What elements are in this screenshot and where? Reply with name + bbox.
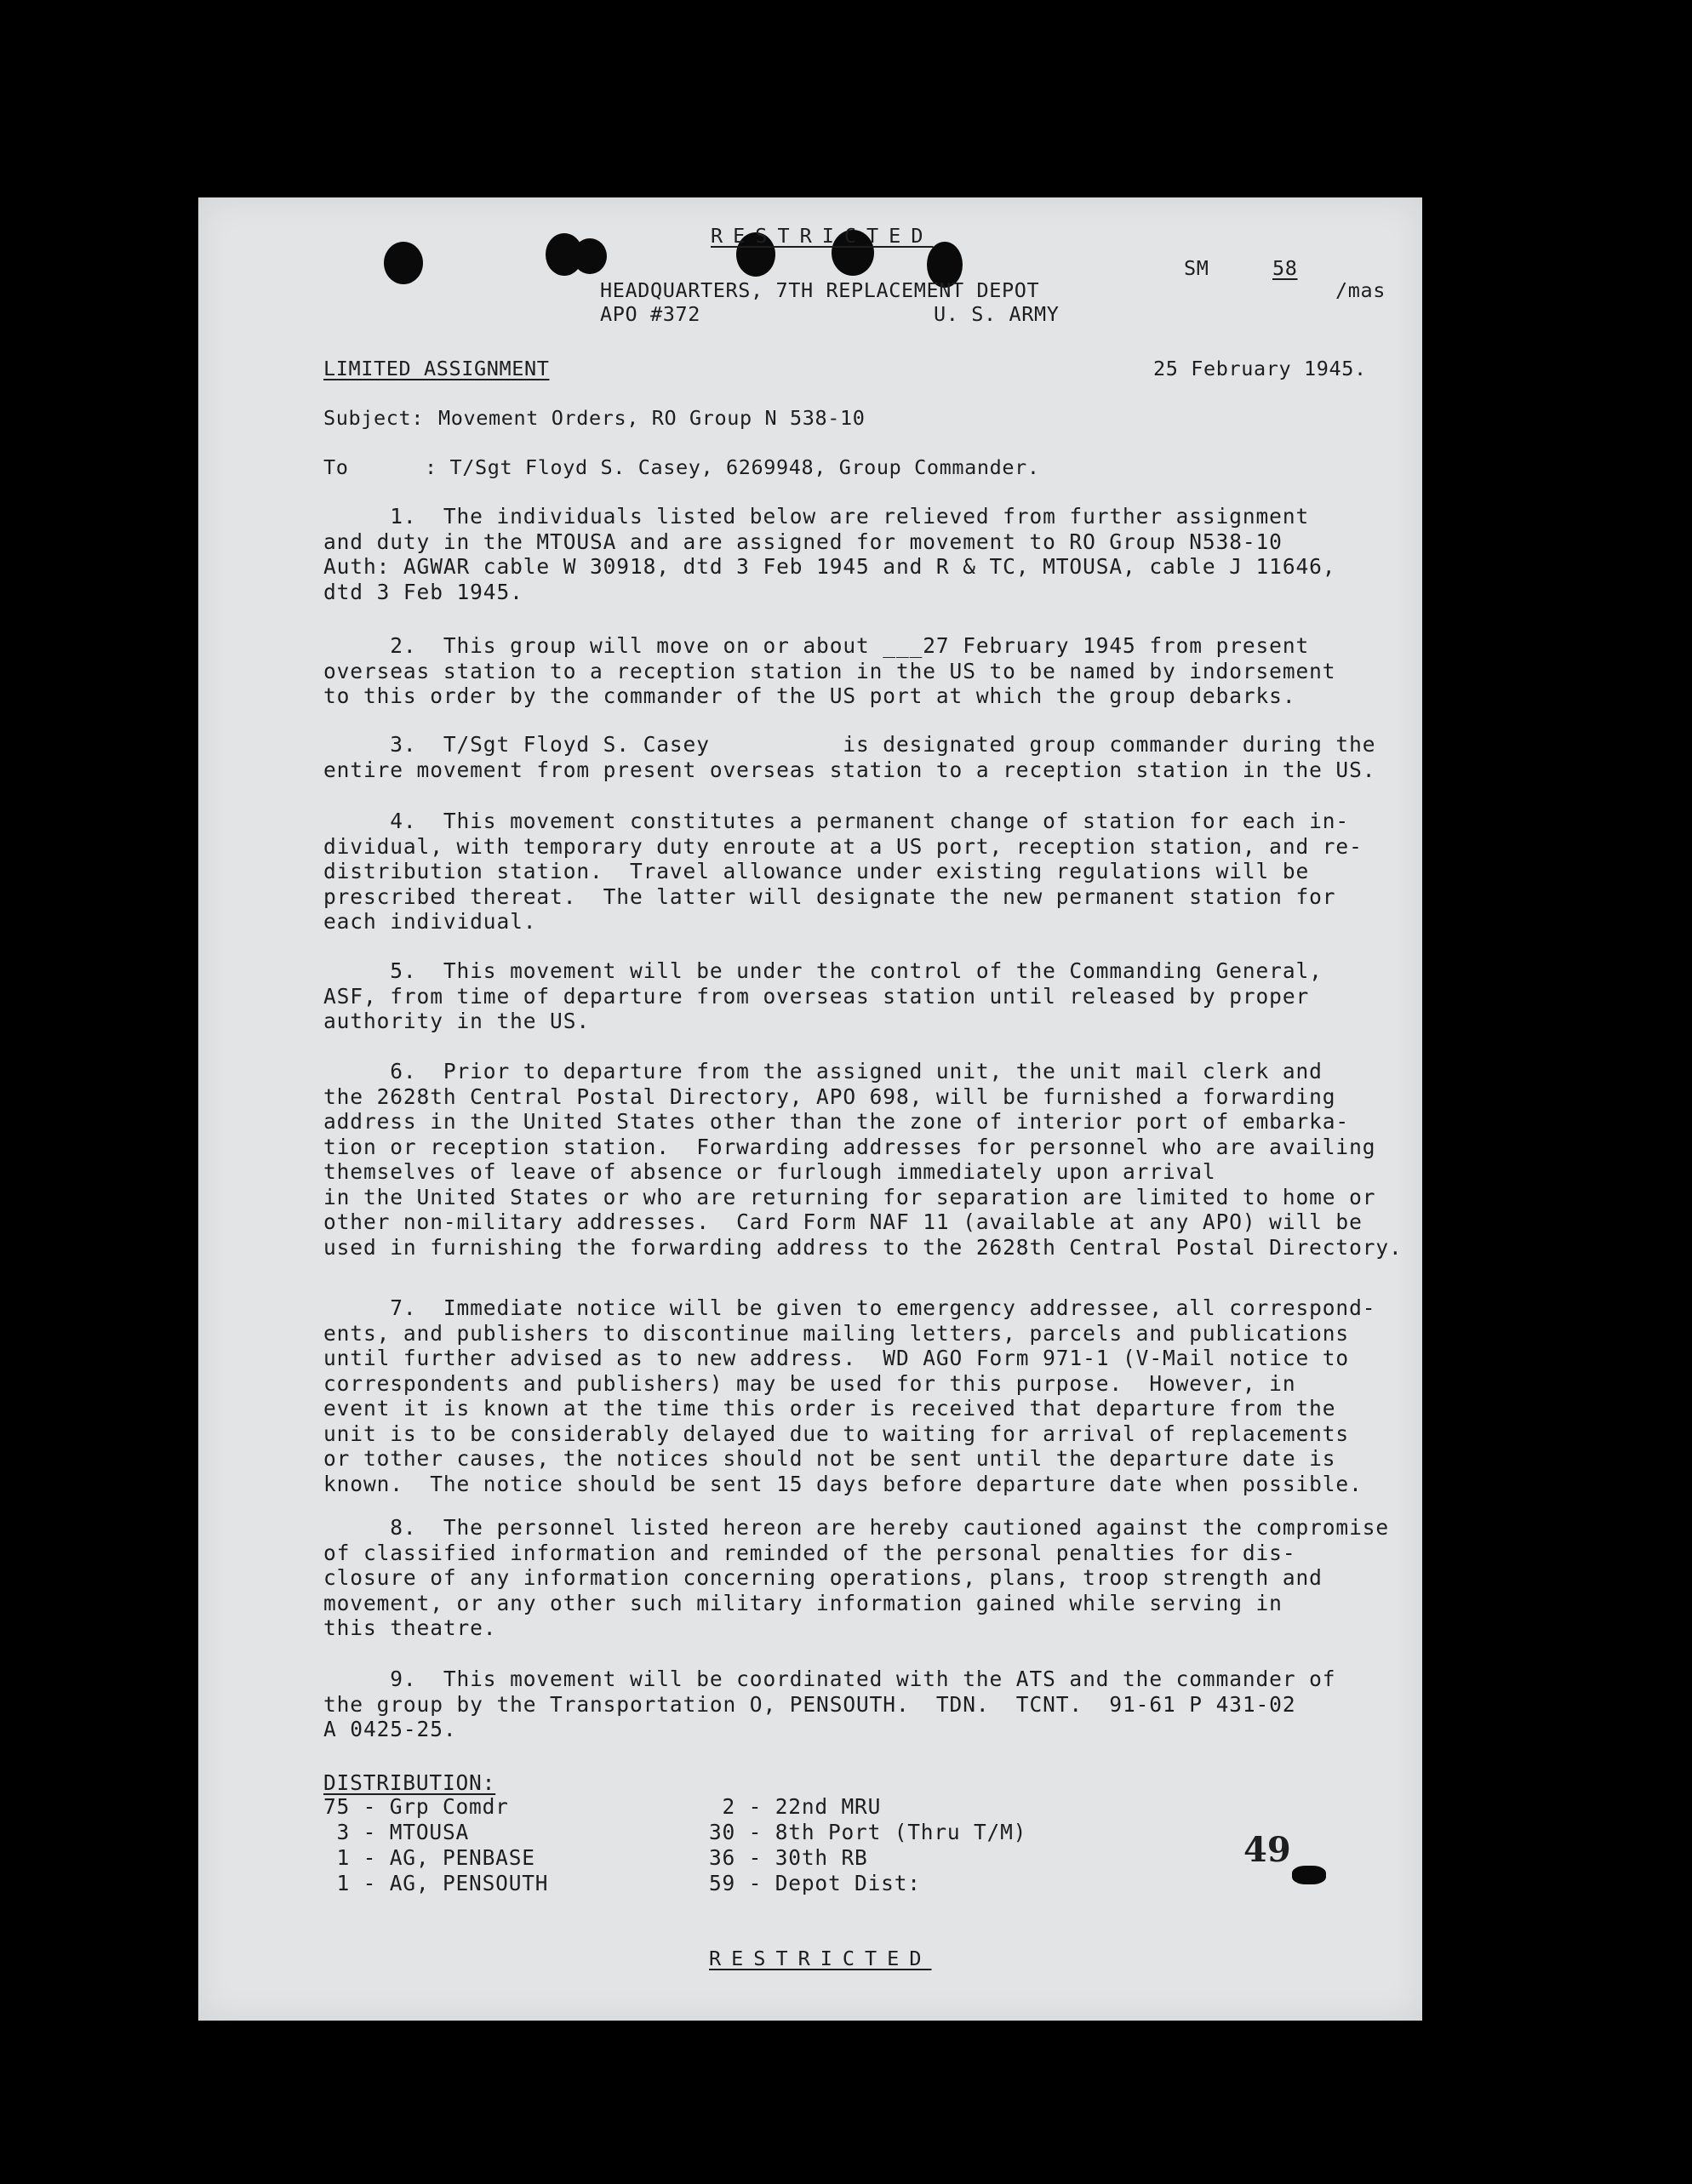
document-page xyxy=(198,197,1422,2021)
subject-text: Movement Orders, RO Group N 538-10 xyxy=(438,406,866,430)
distribution-right-1: 2 - 22nd MRU xyxy=(709,1794,882,1819)
paragraph-9: 9. This movement will be coordinated with the ATS and the commander of the group by the Transportation O, PENSOUTH. TDN. TCNT. 91-61 P 431-02 A 0425-25. xyxy=(323,1667,1336,1741)
headquarters-line: HEADQUARTERS, 7TH REPLACEMENT DEPOT xyxy=(600,278,1040,302)
distribution-right-2: 30 - 8th Port (Thru T/M) xyxy=(709,1820,1027,1844)
paragraph-1: 1. The individuals listed below are relieved from further assignment and duty in the MTOUSA and are assigned for movement to RO Group N538-10 Auth: AGWAR cable W 30918, dtd 3 Feb 1945 and R & TC, MTOUSA, cable J 11646, dtd 3 Feb 1945. xyxy=(323,504,1336,604)
order-date: 25 February 1945. xyxy=(1153,357,1367,380)
distribution-heading: DISTRIBUTION: xyxy=(323,1770,496,1795)
punch-hole-3 xyxy=(573,238,607,274)
distribution-left-1: 75 - Grp Comdr xyxy=(323,1794,509,1819)
to-label: To xyxy=(323,455,349,479)
paragraph-2: 2. This group will move on or about ___27 February 1945 from present overseas station to a reception station in the US to be named by indorsement to this order by the commander of the US port at which the group debarks. xyxy=(323,633,1336,708)
distribution-right-3: 36 - 30th RB xyxy=(709,1845,868,1870)
headquarters-army: U. S. ARMY xyxy=(934,302,1060,326)
classification-top: RESTRICTED xyxy=(711,224,934,248)
order-number-suffix: /mas xyxy=(1335,278,1386,302)
paragraph-8: 8. The personnel listed hereon are hereby cautioned against the compromise of classified information and reminded of the personal penalties for dis- closure of any information concerning operations, plans, troop strength and movement, or any other such military information gained while serving in this theatre. xyxy=(323,1515,1390,1640)
punch-hole-1 xyxy=(384,242,423,284)
distribution-left-4: 1 - AG, PENSOUTH xyxy=(323,1871,549,1895)
paragraph-4: 4. This movement constitutes a permanent change of station for each in- dividual, with temporary duty enroute at a US port, reception station, and re- distribution station. Travel allowance under existing regulations will be prescribed thereat. The latter will designate the new permanent station for each individual. xyxy=(323,809,1363,934)
order-number-prefix: SM xyxy=(1184,256,1209,280)
paragraph-3: 3. T/Sgt Floyd S. Casey is designated group commander during the entire movement from present overseas station to a reception station in the US. xyxy=(323,732,1376,782)
paragraph-7: 7. Immediate notice will be given to emergency addressee, all correspond- ents, and publishers to discontinue mailing letters, parcels and publications until further advised as to new address. WD AGO Form 971-1 (V-Mail notice to correspondents and publishers) may be used for this purpose. However, in event it is known at the time this order is received that departure from the unit is to be considerably delayed due to waiting for arrival of replacements or tother causes, the notices should not be sent until the departure date is known. The notice should be sent 15 days before departure date when possible. xyxy=(323,1295,1376,1496)
distribution-left-3: 1 - AG, PENBASE xyxy=(323,1845,535,1870)
order-title: LIMITED ASSIGNMENT xyxy=(323,357,550,380)
subject-label: Subject: xyxy=(323,406,424,430)
distribution-left-2: 3 - MTOUSA xyxy=(323,1820,470,1844)
ink-blot xyxy=(1292,1866,1326,1884)
headquarters-apo: APO #372 xyxy=(600,302,700,326)
paragraph-6: 6. Prior to departure from the assigned unit, the unit mail clerk and the 2628th Central Postal Directory, APO 698, will be furnished a forwarding address in the United States other than the zone of interior port of embarka- tion or reception station. Forwarding addresses for personnel who are availing themselves of leave of absence or furlough immediately upon arrival in the United States or who are returning for separation are limited to home or other non-military addresses. Card Form NAF 11 (available at any APO) will be used in furnishing the forwarding address to the 2628th Central Postal Directory. xyxy=(323,1059,1403,1260)
order-number: 58 xyxy=(1272,256,1298,280)
page-number-stamp: 49 xyxy=(1243,1830,1291,1870)
distribution-right-4: 59 - Depot Dist: xyxy=(709,1871,921,1895)
to-text: : T/Sgt Floyd S. Casey, 6269948, Group Commander. xyxy=(425,455,1040,479)
classification-bottom: RESTRICTED xyxy=(709,1947,932,1970)
paragraph-5: 5. This movement will be under the control of the Commanding General, ASF, from time of departure from overseas station until released by proper authority in the US. xyxy=(323,958,1323,1033)
